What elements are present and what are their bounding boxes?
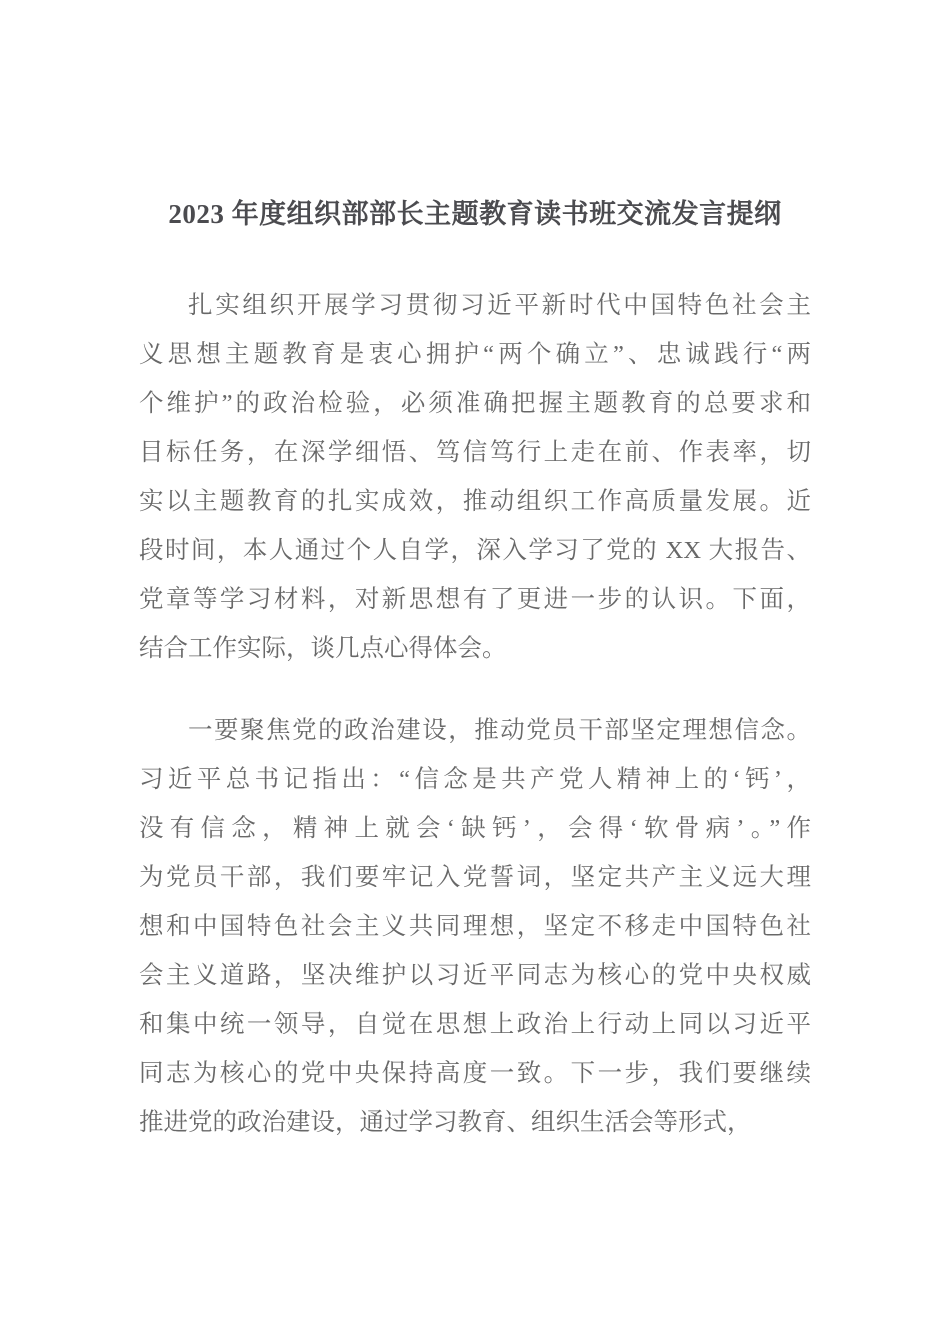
text-line: 义思想主题教育是衷心拥护“两个确立”、忠诚践行“两 [139,341,811,368]
text-line: 会主义道路，坚决维护以习近平同志为核心的党中央权威 [139,962,811,989]
text-line: 段时间，本人通过个人自学，深入学习了党的 XX 大报告、 [139,537,811,564]
paragraph [139,281,811,673]
document-title: 2023 年度组织部部长主题教育读书班交流发言提纲 [168,199,782,229]
document-body [139,281,811,1147]
paragraph [139,706,811,1147]
text-line: 和集中统一领导，自觉在思想上政治上行动上同以习近平 [139,1011,811,1038]
text-line: 实以主题教育的扎实成效，推动组织工作高质量发展。近 [139,488,811,515]
text-line: 想和中国特色社会主义共同理想，坚定不移走中国特色社 [139,913,811,940]
text-line: 一要聚焦党的政治建设，推动党员干部坚定理想信念。 [188,717,811,744]
text-line: 习近平总书记指出：“信念是共产党人精神上的‘钙’， [139,766,811,793]
text-line: 结合工作实际，谈几点心得体会。 [139,635,507,662]
text-line: 为党员干部，我们要牢记入党誓词，坚定共产主义远大理 [139,864,811,891]
text-line: 党章等学习材料，对新思想有了更进一步的认识。下面， [139,586,811,613]
text-line: 推进党的政治建设，通过学习教育、组织生活会等形式， [139,1109,752,1136]
text-line: 扎实组织开展学习贯彻习近平新时代中国特色社会主 [188,292,811,319]
text-line: 没有信念，精神上就会‘缺钙’，会得‘软骨病’。”作 [139,815,811,842]
text-line: 同志为核心的党中央保持高度一致。下一步，我们要继续 [139,1060,811,1087]
text-line: 目标任务，在深学细悟、笃信笃行上走在前、作表率，切 [139,439,811,466]
text-line: 个维护”的政治检验，必须准确把握主题教育的总要求和 [139,390,811,417]
